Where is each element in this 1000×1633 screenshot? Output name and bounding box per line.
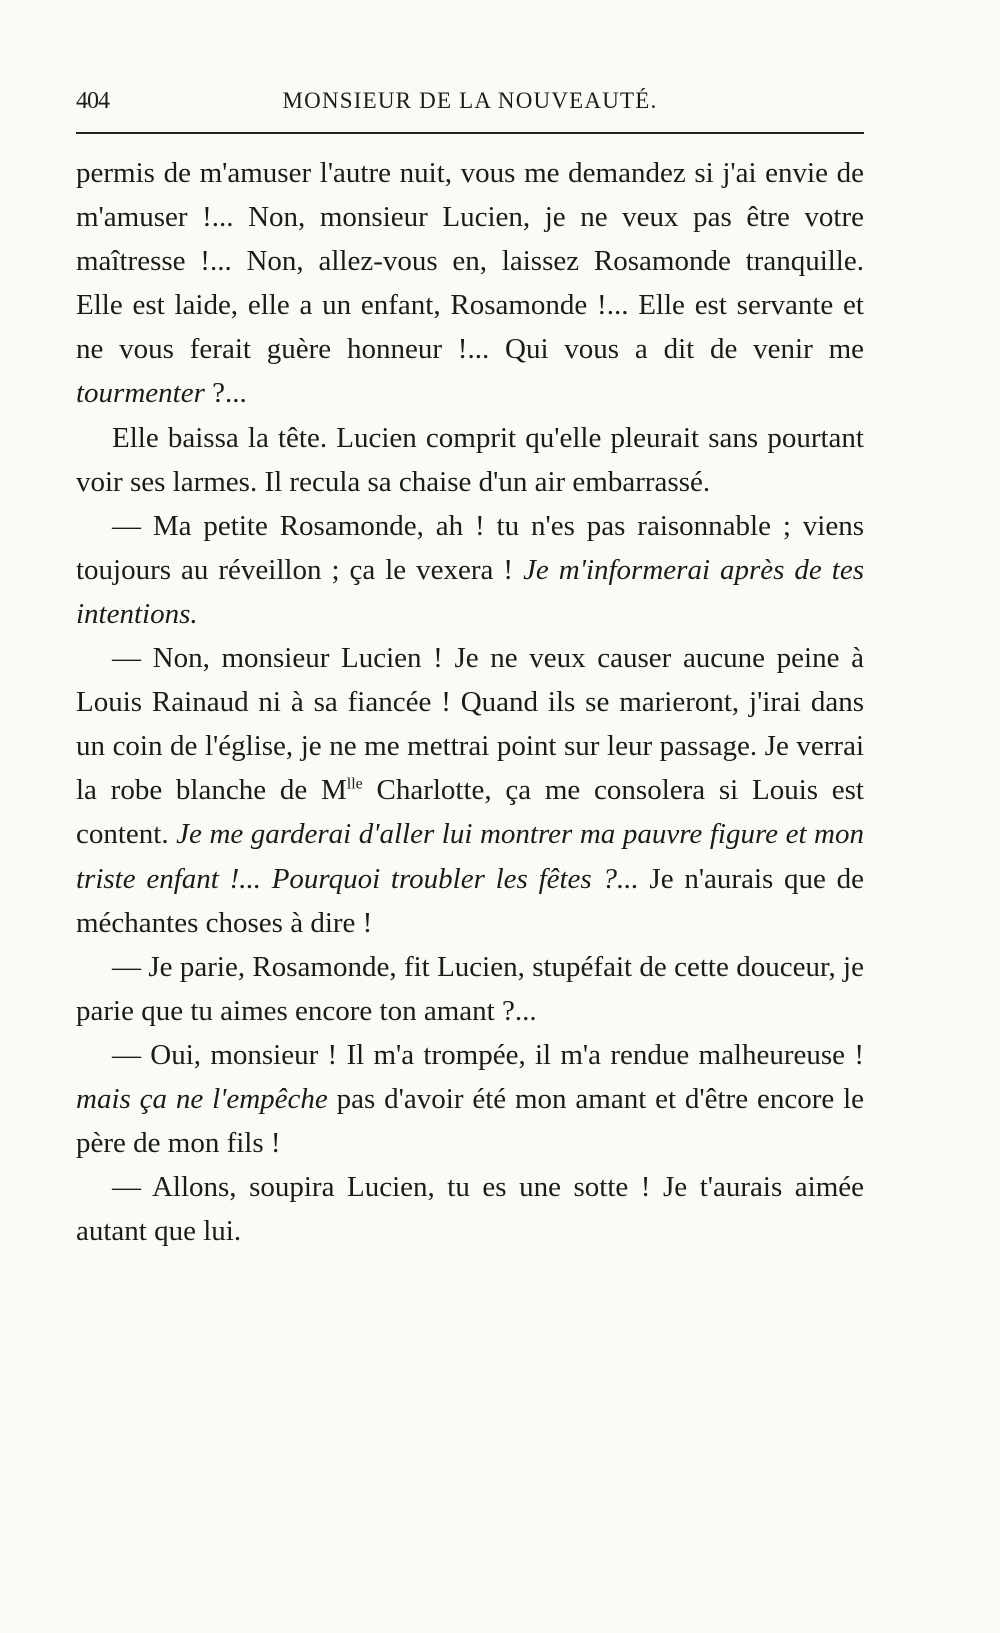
page-number: 404: [76, 88, 109, 114]
text-run: Je n'aurais que de méchantes choses à dire !: [76, 862, 864, 939]
text-run: — Non, monsieur Lucien ! Je ne veux causer aucune peine à Louis Rainaud ni à sa fiancée ! Quand ils se marieront, j'irai dans un coin de l'église, je ne me mettrai point sur leur passage. Je verrai la robe blanche de M: [76, 642, 864, 807]
superscript-text: lle: [346, 775, 363, 793]
text-run: ?...: [204, 377, 247, 410]
italic-text: tourmenter: [76, 377, 205, 410]
text-run: — Ma petite Rosamonde, ah ! tu n'es pas raisonnable ; viens toujours au réveillon ; ça le vexera !: [76, 509, 864, 586]
paragraph-p2: [76, 416, 864, 504]
paragraph-p7: [76, 1165, 864, 1253]
paragraph-p4: [76, 636, 864, 945]
text-run: pas d'avoir été mon amant et d'être encore le père de mon fils !: [76, 1082, 865, 1160]
page-header: [76, 82, 864, 122]
text-run: Charlotte, ça me consolera si Louis est content.: [76, 774, 864, 851]
header-rule: [76, 132, 864, 134]
paragraph-p3: [76, 504, 864, 636]
paragraph-p5: [76, 945, 864, 1033]
body-text: [76, 151, 864, 1253]
text-run: — Je parie, Rosamonde, fit Lucien, stupéfait de cette douceur, je parie que tu aimes encore ton amant ?...: [76, 950, 864, 1027]
text-run: — Oui, monsieur ! Il m'a trompée, il m'a rendue malheureuse !: [112, 1038, 864, 1071]
text-run: permis de m'amuser l'autre nuit, vous me demandez si j'ai envie de m'amuser !... Non, monsieur Lucien, je ne veux pas être votre maîtresse !... Non, allez-vous en, laissez Rosamonde tranquille. Elle est laide, elle a un enfant, Rosamonde !... Elle est servante et ne vous ferait guère honneur !... Qui vous a dit de venir me: [76, 157, 864, 366]
text-run: — Allons, soupira Lucien, tu es une sotte ! Je t'aurais aimée autant que lui.: [76, 1171, 864, 1248]
paragraph-p6: [76, 1033, 864, 1165]
paragraph-p1: [76, 151, 864, 416]
italic-text: Je me garderai d'aller lui montrer ma pauvre figure et mon triste enfant !... Pourquoi troubler les fêtes ?...: [76, 818, 864, 895]
italic-text: Je m'informerai après de tes intentions.: [76, 553, 864, 630]
running-title: MONSIEUR DE LA NOUVEAUTÉ.: [282, 88, 658, 113]
text-run: Elle baissa la tête. Lucien comprit qu'elle pleurait sans pourtant voir ses larmes. Il recula sa chaise d'un air embarrassé.: [76, 421, 864, 498]
italic-text: mais ça ne l'empêche: [76, 1082, 328, 1115]
